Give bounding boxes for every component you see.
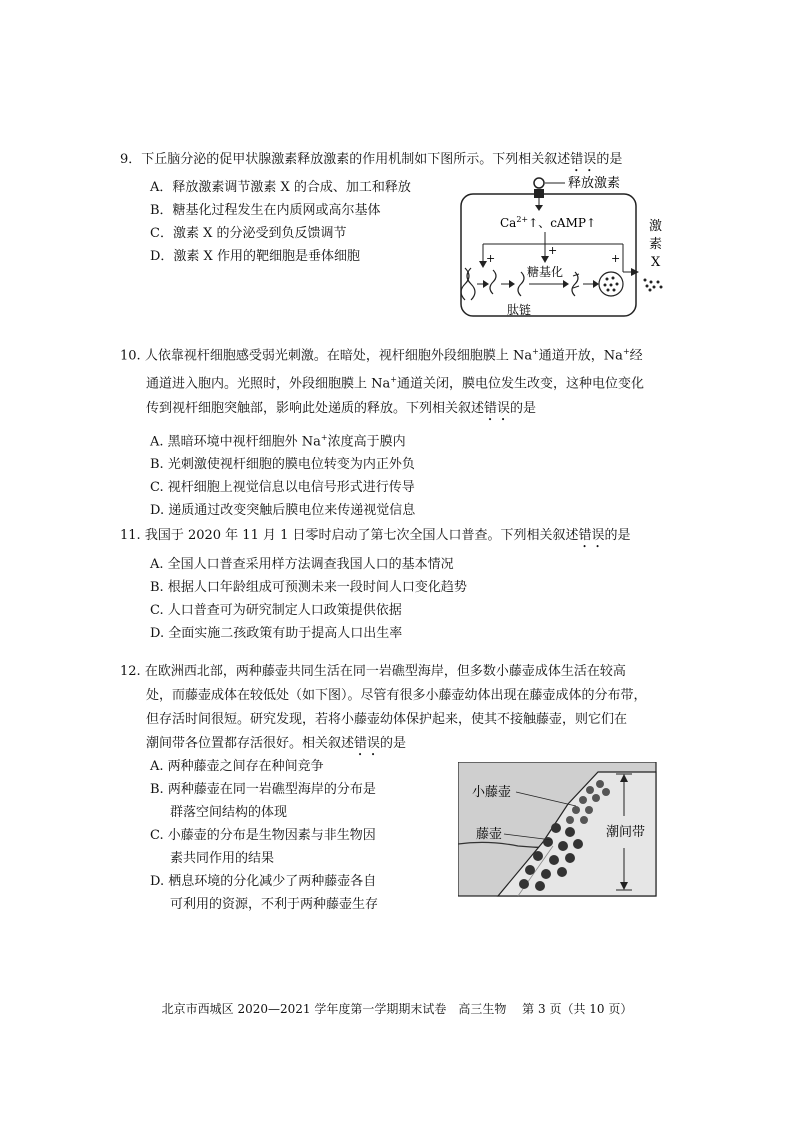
stem-line: [120, 660, 680, 684]
option-a: A. 全国人口普查采用样方法调查我国人口的基本情况: [150, 557, 454, 572]
stem-text: 的是: [596, 152, 623, 167]
option-c: C. 视杆细胞上视觉信息以电信号形式进行传导: [150, 479, 415, 495]
stem-line: 处，而藤壶成体在较低处（如下图）。尽管有很多小藤壶幼体出现在藤壶成体的分布带，: [146, 688, 647, 703]
option-c: C．激素 X 的分泌受到负反馈调节: [150, 226, 347, 241]
option-b: B. 两种藤壶在同一岩礁型海岸的分布是: [150, 782, 376, 797]
question-number: 12.: [120, 664, 141, 679]
stem-text: 的是: [510, 400, 537, 416]
page-footer: 北京市西城区 2020—2021 学年度第一学期期末试卷 高三生物 第 3 页（共 10 页）: [161, 1002, 633, 1016]
stem-text: 我国于 2020 年 11 月 1 日零时启动了第七次全国人口普查。下列相关叙述: [144, 528, 579, 543]
option-b-cont: 群落空间结构的体现: [170, 805, 288, 820]
hormone-x-label: X: [651, 255, 661, 270]
peptide-label: 肽链: [507, 303, 532, 317]
question-number: 10.: [120, 348, 141, 364]
option-d: D. 栖息环境的分化减少了两种藤壶各自: [150, 874, 377, 889]
question-12: [120, 660, 680, 759]
hormone-x-label: 素: [649, 237, 663, 252]
stem-line: 但存活时间很短。研究发现，若将小藤壶幼体保护起来，使其不接触藤壶，则它们在: [146, 712, 628, 727]
stem-line: [120, 368, 680, 396]
stem-text: 通道开放，Na: [538, 348, 623, 364]
plus-sign: +: [611, 252, 621, 265]
ca-camp-label: $Ca^{2+}↑$、cAMP↑: [500, 215, 596, 230]
superscript: +: [320, 432, 328, 442]
question-10: [120, 340, 680, 522]
option-a: [150, 426, 680, 453]
question-9-options: [150, 176, 450, 268]
emphasis-text: 错误: [484, 400, 511, 416]
stem-text: 在欧洲西北部，两种藤壶共同生活在同一岩礁型海岸，但多数小藤壶成体生活在较高: [144, 664, 626, 679]
question-11: [120, 524, 680, 645]
mrna-icon: [490, 270, 496, 294]
hormone-mechanism-diagram: [455, 172, 675, 322]
plus-sign: +: [548, 244, 558, 257]
option-text: 浓度高于膜内: [327, 433, 406, 449]
question-number: 9．: [120, 152, 142, 167]
question-11-stem: [120, 524, 680, 551]
plus-sign: +: [486, 252, 496, 265]
glycosylation-label: 糖基化: [527, 265, 564, 279]
stem-text: 通道关闭，膜电位发生改变，这种电位变化: [396, 376, 644, 392]
stem-text: 潮间带各位置都存活很好。相关叙述: [146, 736, 355, 751]
question-12-stem: [120, 660, 680, 759]
stem-text: 经: [629, 348, 643, 364]
question-10-stem: [120, 340, 680, 424]
option-b: B. 根据人口年龄组成可预测未来一段时间人口变化趋势: [150, 580, 467, 595]
emphasis-text: 错误: [570, 152, 597, 167]
option-d: D. 全面实施二孩政策有助于提高人口出生率: [150, 626, 403, 641]
question-number: 11.: [120, 528, 141, 543]
barnacle-label: 藤壶: [476, 827, 503, 842]
hormone-x-dot: [644, 279, 647, 282]
option-d: D．激素 X 作用的靶细胞是垂体细胞: [150, 249, 360, 264]
stem-text: 的是: [380, 736, 407, 751]
hormone-ligand-icon: [534, 178, 544, 188]
question-10-options: [120, 426, 680, 522]
stem-line: [120, 397, 680, 424]
option-text: A. 黑暗环境中视杆细胞外 Na: [150, 433, 321, 449]
emphasis-text: 错误: [354, 736, 381, 751]
receptor-icon: [534, 189, 544, 198]
hormone-x-label: 激: [649, 219, 663, 234]
option-d: D. 递质通过改变突触后膜电位来传递视觉信息: [150, 502, 416, 518]
question-12-options: [150, 755, 410, 916]
superscript: +: [622, 347, 630, 356]
small-barnacle-label: 小藤壶: [472, 785, 512, 800]
question-9-stem: [120, 148, 680, 175]
barnacle-distribution-diagram: [458, 762, 658, 898]
superscript: +: [390, 375, 397, 385]
intertidal-label: 潮间带: [606, 825, 646, 840]
option-d-cont: 可利用的资源，不利于两种藤壶生存: [170, 897, 379, 912]
stem-line: [120, 340, 680, 368]
option-c-cont: 素共同作用的结果: [170, 851, 275, 866]
superscript: +: [532, 347, 539, 356]
question-11-options: [120, 553, 680, 645]
stem-text: 人依靠视杆细胞感受弱光刺激。在暗处，视杆细胞外段细胞膜上 Na: [144, 348, 533, 364]
emphasis-text: 错误: [578, 528, 605, 543]
option-b: B. 光刺激使视杆细胞的膜电位转变为内正外负: [150, 456, 415, 472]
option-a: A. 两种藤壶之间存在种间竞争: [150, 759, 324, 774]
stem-text: 的是: [604, 528, 631, 543]
stem-text: 通道进入胞内。光照时，外段细胞膜上 Na: [146, 376, 391, 392]
stem-text: 传到视杆细胞突触部，影响此处递质的释放。下列相关叙述: [146, 400, 485, 416]
option-a: A．释放激素调节激素 X 的合成、加工和释放: [150, 180, 411, 195]
option-b: B．糖基化过程发生在内质网或高尔基体: [150, 203, 381, 218]
option-c: C. 人口普查可为研究制定人口政策提供依据: [150, 603, 402, 618]
question-9: [120, 148, 680, 175]
peptide-icon: [518, 272, 524, 296]
releasing-hormone-label: 释放激素: [568, 176, 621, 191]
option-c: C. 小藤壶的分布是生物因素与非生物因: [150, 828, 376, 843]
stem-text: 下丘脑分泌的促甲状腺激素释放激素的作用机制如下图所示。下列相关叙述: [141, 152, 571, 167]
